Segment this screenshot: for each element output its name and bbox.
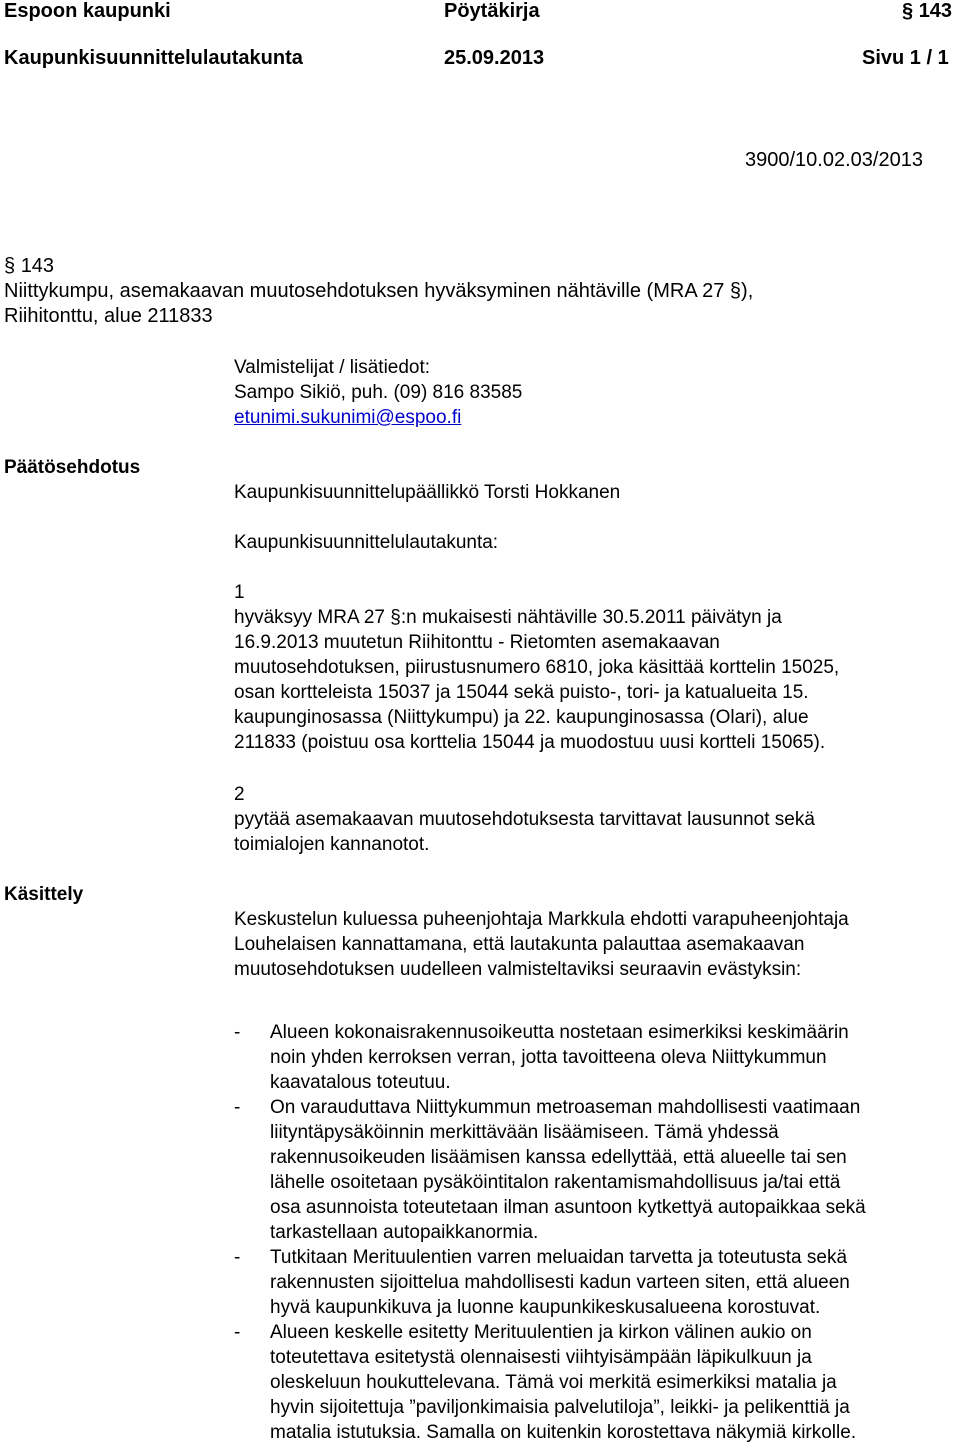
board-name: Kaupunkisuunnittelulautakunta bbox=[4, 47, 303, 69]
handling-intro-line: muutosehdotuksen uudelleen valmisteltaviksi seuraavin evästyksin: bbox=[234, 959, 802, 980]
point-1-line: muutosehdotuksen, piirustusnumero 6810, joka käsittää korttelin 15025, bbox=[234, 657, 840, 678]
item-number-value: 143 bbox=[20, 255, 55, 277]
bullet-line: toteutettava esitetystä olennaisesti viihtyisämpään läpikulkuun ja bbox=[270, 1347, 812, 1368]
item-title-line1: Niittykumpu, asemakaavan muutosehdotuksen hyväksyminen nähtäville (MRA 27 §), bbox=[4, 280, 754, 302]
bullet-dash: - bbox=[234, 1322, 241, 1343]
item-section-symbol: § bbox=[4, 255, 16, 277]
page-number: Sivu 1 / 1 bbox=[862, 47, 949, 69]
city-name: Espoon kaupunki bbox=[4, 0, 171, 22]
point-1-text bbox=[234, 605, 839, 755]
point-2-line: toimialojen kannanotot. bbox=[234, 834, 430, 855]
bullet-line: noin yhden kerroksen verran, jotta tavoitteena oleva Niittykummun bbox=[270, 1047, 827, 1068]
bullet-dash: - bbox=[234, 1022, 241, 1043]
reference-number: 3900/10.02.03/2013 bbox=[745, 149, 923, 171]
point-1-line: osan kortteleista 15037 ja 15044 sekä puisto-, tori- ja katualueita 15. bbox=[234, 682, 809, 703]
proposal-label: Päätösehdotus bbox=[4, 457, 141, 478]
point-1-line: 16.9.2013 muutetun Riihitonttu - Rietomten asemakaavan bbox=[234, 632, 720, 653]
point-1-number: 1 bbox=[234, 582, 245, 603]
bullet-dash: - bbox=[234, 1247, 241, 1268]
preparer-email-link[interactable]: etunimi.sukunimi@espoo.fi bbox=[234, 407, 462, 428]
handling-intro-line: Keskustelun kuluessa puheenjohtaja Markkula ehdotti varapuheenjohtaja bbox=[234, 909, 849, 930]
bullet-line: tarkastellaan autopaikkanormia. bbox=[270, 1222, 539, 1243]
point-2-line: pyytää asemakaavan muutosehdotuksesta tarvittavat lausunnot sekä bbox=[234, 809, 815, 830]
document-type: Pöytäkirja bbox=[444, 0, 540, 22]
bullet-line: rakennusoikeuden lisäämisen kanssa edellyttää, että alueelle tai sen bbox=[270, 1147, 847, 1168]
section-number-value: 143 bbox=[918, 0, 953, 22]
handling-label: Käsittely bbox=[4, 884, 84, 905]
bullet-text bbox=[270, 1320, 856, 1445]
item-title-line2: Riihitonttu, alue 211833 bbox=[4, 305, 213, 327]
handling-intro bbox=[234, 907, 849, 982]
bullet-text bbox=[270, 1020, 849, 1095]
bullet-line: Alueen kokonaisrakennusoikeutta nostetaan esimerkiksi keskimäärin bbox=[270, 1022, 849, 1043]
point-1-line: 211833 (poistuu osa korttelia 15044 ja muodostuu uusi kortteli 15065). bbox=[234, 732, 826, 753]
preparer-contact: Sampo Sikiö, puh. (09) 816 83585 bbox=[234, 382, 523, 403]
bullet-line: On varauduttava Niittykummun metroaseman mahdollisesti vaatimaan bbox=[270, 1097, 861, 1118]
handling-intro-line: Louhelaisen kannattamana, että lautakunta palauttaa asemakaavan bbox=[234, 934, 805, 955]
point-2-number: 2 bbox=[234, 784, 245, 805]
bullet-line: liityntäpysäköinnin merkittävään lisäämiseen. Tämä yhdessä bbox=[270, 1122, 779, 1143]
proposal-body: Kaupunkisuunnittelulautakunta: bbox=[234, 532, 499, 553]
bullet-line: matalia istutuksia. Samalla on kuitenkin korostettava näkymiä kirkolle. bbox=[270, 1422, 857, 1443]
bullet-line: kaavatalous toteutuu. bbox=[270, 1072, 451, 1093]
bullet-line: rakennusten sijoittelua mahdollisesti kadun varteen siten, että alueen bbox=[270, 1272, 850, 1293]
meeting-date: 25.09.2013 bbox=[444, 47, 545, 69]
section-symbol: § bbox=[902, 0, 914, 22]
proposer: Kaupunkisuunnittelupäällikkö Torsti Hokkanen bbox=[234, 482, 621, 503]
bullet-line: Tutkitaan Merituulentien varren meluaidan tarvetta ja toteutusta sekä bbox=[270, 1247, 848, 1268]
point-2-text bbox=[234, 807, 815, 857]
point-1-line: hyväksyy MRA 27 §:n mukaisesti nähtäville 30.5.2011 päivätyn ja bbox=[234, 607, 782, 628]
preparer-label: Valmistelijat / lisätiedot: bbox=[234, 357, 431, 378]
bullet-text bbox=[270, 1095, 866, 1245]
bullet-text bbox=[270, 1245, 850, 1320]
bullet-line: hyvä kaupunkikuva ja luonne kaupunkikeskusalueena korostuvat. bbox=[270, 1297, 821, 1318]
bullet-line: osa asunnoista toteutetaan ilman asuntoon kytkettyä autopaikkaa sekä bbox=[270, 1197, 866, 1218]
bullet-line: Alueen keskelle esitetty Merituulentien ja kirkon välinen aukio on bbox=[270, 1322, 812, 1343]
bullet-line: hyvin sijoitettuja ”paviljonkimaisia palvelutiloja”, leikki- ja pelikenttiä ja bbox=[270, 1397, 850, 1418]
item-number bbox=[4, 254, 54, 279]
section-number bbox=[902, 0, 952, 24]
point-1-line: kaupunginosassa (Niittykumpu) ja 22. kaupunginosassa (Olari), alue bbox=[234, 707, 809, 728]
bullet-line: lähelle osoitetaan pysäköintitalon rakentamismahdollisuus ja/tai että bbox=[270, 1172, 841, 1193]
bullet-dash: - bbox=[234, 1097, 241, 1118]
bullet-line: oleskeluun houkuttelevana. Tämä voi merkitä esimerkiksi matalia ja bbox=[270, 1372, 837, 1393]
